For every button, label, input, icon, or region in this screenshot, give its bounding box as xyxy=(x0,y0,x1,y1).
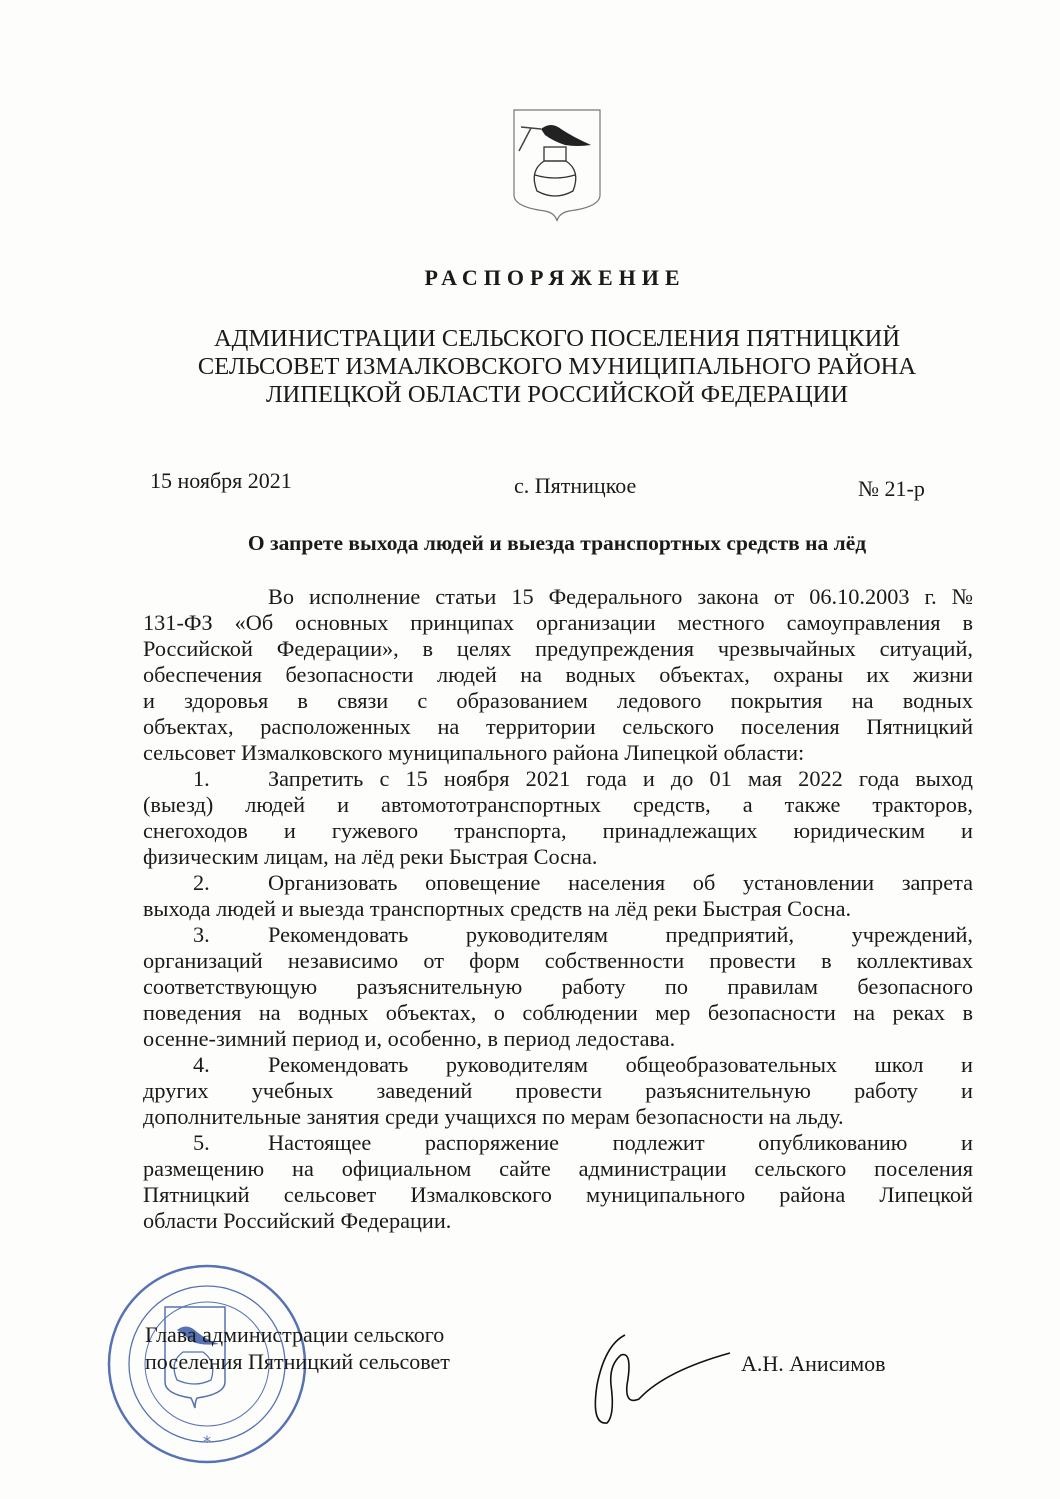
document-body xyxy=(143,584,973,1234)
preamble-line: объектах, расположенных на территории сельского поселения Пятницкий xyxy=(143,714,973,739)
org-line: СЕЛЬСОВЕТ ИЗМАЛКОВСКОГО МУНИЦИПАЛЬНОГО РАЙОНА xyxy=(197,353,917,380)
document-date: 15 ноября 2021 xyxy=(150,468,292,493)
document-number: № 21-р xyxy=(858,476,925,501)
signatory-name: А.Н. Анисимов xyxy=(741,1351,886,1376)
document-place: с. Пятницкое xyxy=(514,473,637,498)
handwritten-signature xyxy=(585,1325,735,1435)
preamble-line: 131-ФЗ «Об основных принципах организации местного самоуправления в xyxy=(143,610,973,635)
preamble-line: и здоровья в связи с образованием ледового покрытия на водных xyxy=(143,688,973,713)
organization-name xyxy=(0,325,1060,409)
item-text: Настоящее распоряжение подлежит опубликованию и xyxy=(268,1130,973,1155)
document-type-heading: РАСПОРЯЖЕНИЕ xyxy=(424,265,686,290)
preamble-line: Во исполнение статьи 15 Федерального закона от 06.10.2003 г. № xyxy=(268,584,973,609)
coat-of-arms-emblem xyxy=(511,107,603,223)
item-line: (выезд) людей и автомототранспортных средств, а также тракторов, xyxy=(143,792,973,817)
item-line: физическим лицам, на лёд реки Быстрая Сосна. xyxy=(143,844,598,869)
item-text: Запретить с 15 ноября 2021 года и до 01 мая 2022 года выход xyxy=(268,766,973,791)
item-number: 5. xyxy=(193,1130,210,1155)
item-line: снегоходов и гужевого транспорта, принадлежащих юридическим и xyxy=(143,818,973,843)
item-line xyxy=(143,870,973,896)
item-line: дополнительные занятия среди учащихся по мерам безопасности на льду. xyxy=(143,1104,844,1129)
item-number: 2. xyxy=(193,870,210,895)
preamble-line: сельсовет Измалковского муниципального района Липецкой области: xyxy=(143,740,805,765)
item-line: поведения на водных объектах, о соблюдении мер безопасности на реках в xyxy=(143,1000,973,1025)
item-line: выхода людей и выезда транспортных средств на лёд реки Быстрая Сосна. xyxy=(143,896,852,921)
item-line xyxy=(143,1052,973,1078)
signatory-position xyxy=(145,1321,450,1375)
org-line: АДМИНИСТРАЦИИ СЕЛЬСКОГО ПОСЕЛЕНИЯ ПЯТНИЦКИЙ xyxy=(213,325,901,352)
position-line: поселения Пятницкий сельсовет xyxy=(145,1349,450,1374)
item-text: Рекомендовать руководителям предприятий, учреждений, xyxy=(268,922,973,947)
item-line xyxy=(143,922,973,948)
item-line: других учебных заведений провести разъяснительную работу и xyxy=(143,1078,973,1103)
svg-text:*: * xyxy=(203,1432,211,1451)
item-line: соответствующую разъяснительную работу по правилам безопасного xyxy=(143,974,973,999)
item-text: Рекомендовать руководителям общеобразовательных школ и xyxy=(268,1052,973,1077)
item-number: 1. xyxy=(193,766,210,791)
document-title: О запрете выхода людей и выезда транспортных средств на лёд xyxy=(247,531,867,555)
item-number: 4. xyxy=(193,1052,210,1077)
item-line: области Российский Федерации. xyxy=(143,1208,452,1233)
item-line: размещению на официальном сайте администрации сельского поселения xyxy=(143,1156,973,1181)
item-line: Пятницкий сельсовет Измалковского муниципального района Липецкой xyxy=(143,1182,973,1207)
item-line: организаций независимо от форм собственности провести в коллективах xyxy=(143,948,973,973)
preamble-line: обеспечения безопасности людей на водных объектах, охраны их жизни xyxy=(143,662,973,687)
position-line: Глава администрации сельского xyxy=(145,1322,445,1347)
org-line: ЛИПЕЦКОЙ ОБЛАСТИ РОССИЙСКОЙ ФЕДЕРАЦИИ xyxy=(265,381,849,408)
preamble-line: Российской Федерации», в целях предупреждения чрезвычайных ситуаций, xyxy=(143,636,973,661)
item-number: 3. xyxy=(193,922,210,947)
item-line: осенне-зимний период и, особенно, в период ледостава. xyxy=(143,1026,676,1051)
item-line xyxy=(143,766,973,792)
item-line xyxy=(143,1130,973,1156)
item-text: Организовать оповещение населения об установлении запрета xyxy=(268,870,973,895)
